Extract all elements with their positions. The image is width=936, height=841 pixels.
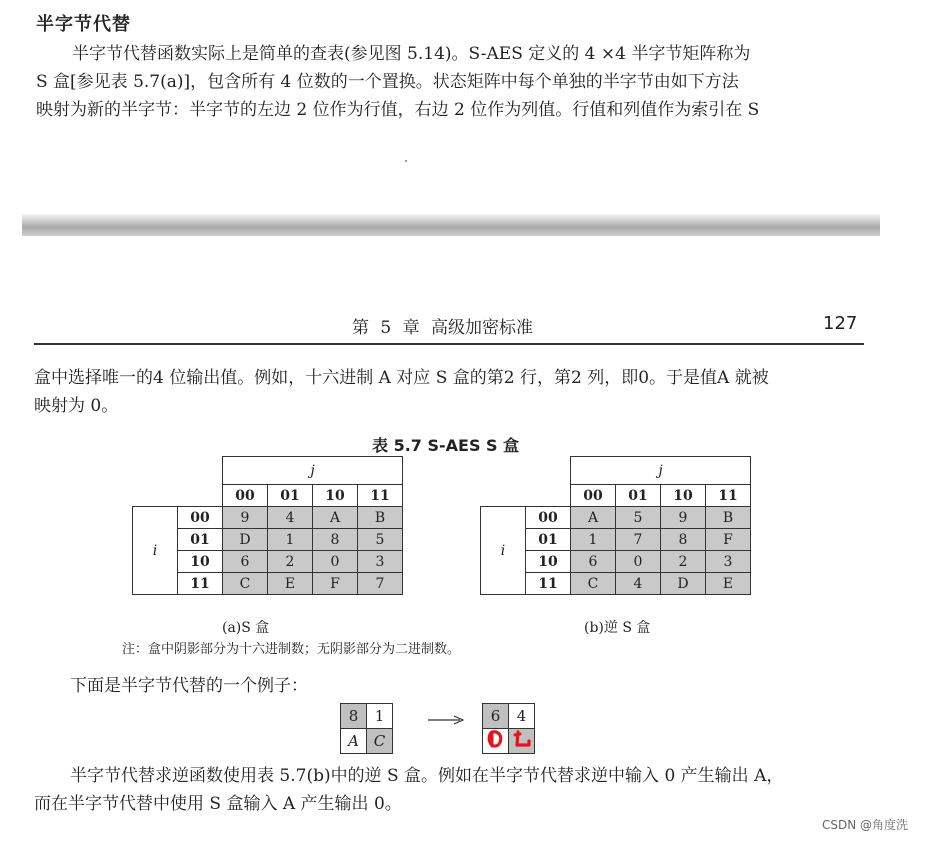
inverse-sbox-cell: 2	[661, 551, 706, 573]
chapter-header: 第 5 章 高级加密标准	[352, 318, 534, 338]
sbox-cell: 5	[358, 529, 403, 551]
input-cell: 1	[367, 704, 393, 729]
output-cell: 4	[509, 704, 535, 729]
column-header: 10	[661, 485, 706, 507]
continued-paragraph	[34, 364, 769, 420]
inverse-sbox-cell: E	[706, 573, 751, 595]
inverse-sbox-cell: 0	[616, 551, 661, 573]
column-header: 00	[223, 485, 268, 507]
sbox-cell: 2	[268, 551, 313, 573]
paragraph-line: 映射为 0。	[34, 396, 119, 416]
sbox-cell: 6	[223, 551, 268, 573]
inverse-sbox-cell: C	[571, 573, 616, 595]
row-header: 11	[178, 573, 223, 595]
output-cell-handwritten	[509, 729, 535, 754]
sbox-cell: B	[358, 507, 403, 529]
paragraph-line: 半字节代替函数实际上是简单的查表(参见图 5.14)。S-AES 定义的 4 ×4 半字节矩阵称为	[72, 44, 751, 64]
sbox-caption: (a)S 盒	[222, 620, 270, 636]
row-header: 10	[526, 551, 571, 573]
example-input-matrix	[340, 703, 393, 754]
input-cell: A	[341, 729, 367, 754]
sbox-cell: D	[223, 529, 268, 551]
sbox-cell: A	[313, 507, 358, 529]
inverse-sbox-cell: 4	[616, 573, 661, 595]
paragraph-line: 映射为新的半字节：半字节的左边 2 位作为行值，右边 2 位作为列值。行值和列值作为索引在 S	[36, 100, 760, 120]
inverse-sbox-cell: B	[706, 507, 751, 529]
input-cell: C	[367, 729, 393, 754]
sbox-cell: 7	[358, 573, 403, 595]
row-variable-label: i	[133, 507, 178, 595]
inverse-sbox-cell: F	[706, 529, 751, 551]
sbox-cell: 3	[358, 551, 403, 573]
scan-speck	[405, 160, 407, 162]
inverse-sbox-cell: 5	[616, 507, 661, 529]
section-title: 半字节代替	[36, 14, 131, 35]
sbox-cell: 0	[313, 551, 358, 573]
row-header: 01	[526, 529, 571, 551]
row-header: 00	[526, 507, 571, 529]
inverse-sbox-table	[480, 456, 751, 595]
column-header: 11	[706, 485, 751, 507]
column-header: 10	[313, 485, 358, 507]
inverse-sbox-cell: A	[571, 507, 616, 529]
output-cell: 6	[483, 704, 509, 729]
inverse-sbox-cell: 9	[661, 507, 706, 529]
sbox-cell: 4	[268, 507, 313, 529]
column-variable-label: j	[223, 457, 403, 485]
row-variable-label: i	[481, 507, 526, 595]
inverse-sbox-caption: (b)逆 S 盒	[584, 620, 651, 636]
sbox-cell: F	[313, 573, 358, 595]
handwritten-c	[511, 729, 533, 749]
example-output-matrix	[482, 703, 535, 754]
table-caption: 表 5.7 S-AES S 盒	[372, 436, 520, 455]
page-break-divider	[22, 214, 880, 236]
row-header: 01	[178, 529, 223, 551]
page-number: 127	[823, 313, 858, 334]
paragraph-line: 而在半字节代替中使用 S 盒输入 A 产生输出 0。	[34, 794, 402, 814]
sbox-cell: E	[268, 573, 313, 595]
paragraph-line: 盒中选择唯一的4 位输出值。例如，十六进制 A 对应 S 盒的第2 行，第2 列，即0。于是值A 就被	[34, 368, 769, 388]
sbox-cell: 1	[268, 529, 313, 551]
paragraph-line: 半字节代替求逆函数使用表 5.7(b)中的逆 S 盒。例如在半字节代替求逆中输入 0 产生输出 A，	[70, 766, 784, 786]
row-header: 10	[178, 551, 223, 573]
example-intro: 下面是半字节代替的一个例子：	[70, 676, 308, 696]
column-header: 01	[616, 485, 661, 507]
intro-paragraph	[36, 40, 759, 124]
column-header: 00	[571, 485, 616, 507]
column-variable-label: j	[571, 457, 751, 485]
inverse-sbox-cell: 7	[616, 529, 661, 551]
inverse-sbox-cell: 8	[661, 529, 706, 551]
sbox-table	[132, 456, 403, 595]
inverse-sbox-cell: 1	[571, 529, 616, 551]
inverse-sbox-cell: 6	[571, 551, 616, 573]
right-arrow-icon	[426, 713, 466, 727]
handwritten-zero	[485, 729, 507, 749]
column-header: 01	[268, 485, 313, 507]
output-cell-handwritten	[483, 729, 509, 754]
watermark: CSDN @角度洗	[822, 818, 909, 832]
inverse-sbox-cell: D	[661, 573, 706, 595]
input-cell: 8	[341, 704, 367, 729]
row-header: 00	[178, 507, 223, 529]
inverse-sbox-cell: 3	[706, 551, 751, 573]
row-header: 11	[526, 573, 571, 595]
sbox-cell: 8	[313, 529, 358, 551]
sbox-cell: C	[223, 573, 268, 595]
table-note: 注：盒中阴影部分为十六进制数；无阴影部分为二进制数。	[122, 642, 461, 657]
column-header: 11	[358, 485, 403, 507]
paragraph-line: S 盒[参见表 5.7(a)]，包含所有 4 位数的一个置换。状态矩阵中每个单独的半字节由如下方法	[36, 72, 739, 92]
sbox-cell: 9	[223, 507, 268, 529]
bottom-paragraph	[34, 762, 783, 818]
header-rule	[34, 343, 864, 345]
